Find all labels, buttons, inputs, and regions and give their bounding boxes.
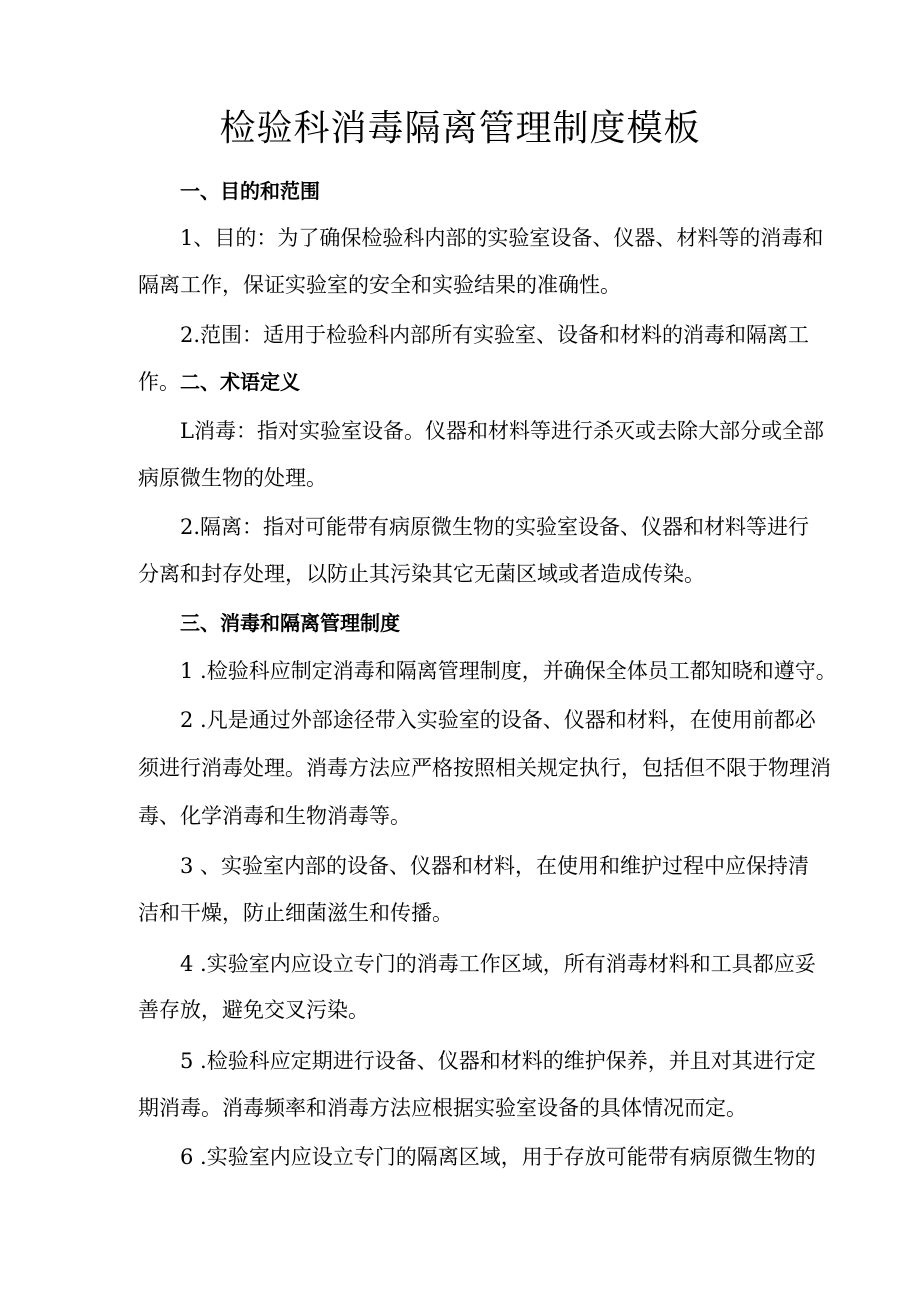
paragraph-isolation-line-1: 2.隔离：指对可能带有病原微生物的实验室设备、仪器和材料等进行 xyxy=(180,515,810,539)
paragraph-disinfection-line-1: L消毒：指对实验室设备。仪器和材料等进行杀灭或去除大部分或全部 xyxy=(180,419,824,443)
paragraph-purpose-line-2: 隔离工作，保证实验室的安全和实验结果的准确性。 xyxy=(138,273,621,297)
section-heading-purpose-scope: 一、目的和范围 xyxy=(180,179,320,203)
section-heading-terms: 二、术语定义 xyxy=(180,370,300,394)
paragraph-scope-line-2 xyxy=(138,367,300,397)
section-heading-management: 三、消毒和隔离管理制度 xyxy=(180,611,400,635)
rule-5-line-2: 期消毒。消毒频率和消毒方法应根据实验室设备的具体情况而定。 xyxy=(138,1096,747,1120)
rule-1-line-1: 1 .检验科应制定消毒和隔离管理制度，并确保全体员工都知晓和遵守。 xyxy=(180,659,837,683)
rule-5-line-1: 5 .检验科应定期进行设备、仪器和材料的维护保养，并且对其进行定 xyxy=(180,1049,816,1073)
rule-2-line-2: 须进行消毒处理。消毒方法应严格按照相关规定执行，包括但不限于物理消 xyxy=(138,756,831,780)
paragraph-isolation-line-2: 分离和封存处理，以防止其污染其它无菌区域或者造成传染。 xyxy=(138,562,705,586)
paragraph-scope-line-1: 2.范围：适用于检验科内部所有实验室、设备和材料的消毒和隔离工 xyxy=(180,323,810,347)
paragraph-disinfection-line-2: 病原微生物的处理。 xyxy=(138,466,327,490)
rule-2-line-3: 毒、化学消毒和生物消毒等。 xyxy=(138,804,411,828)
rule-4-line-2: 善存放，避免交叉污染。 xyxy=(138,998,369,1022)
paragraph-scope-line-2-text: 作。 xyxy=(138,370,180,394)
rule-6-line-1: 6 .实验室内应设立专门的隔离区域，用于存放可能带有病原微生物的 xyxy=(180,1145,816,1169)
rule-2-line-1: 2 .凡是通过外部途径带入实验室的设备、仪器和材料，在使用前都必 xyxy=(180,708,816,732)
document-title: 检验科消毒隔离管理制度模板 xyxy=(219,108,701,149)
paragraph-purpose-line-1: 1、目的：为了确保检验科内部的实验室设备、仪器、材料等的消毒和 xyxy=(180,226,824,250)
rule-3-line-2: 洁和干燥，防止细菌滋生和传播。 xyxy=(138,901,453,925)
rule-3-line-1: 3 、实验室内部的设备、仪器和材料，在使用和维护过程中应保持清 xyxy=(180,854,810,878)
rule-4-line-1: 4 .实验室内应设立专门的消毒工作区域，所有消毒材料和工具都应妥 xyxy=(180,952,816,976)
